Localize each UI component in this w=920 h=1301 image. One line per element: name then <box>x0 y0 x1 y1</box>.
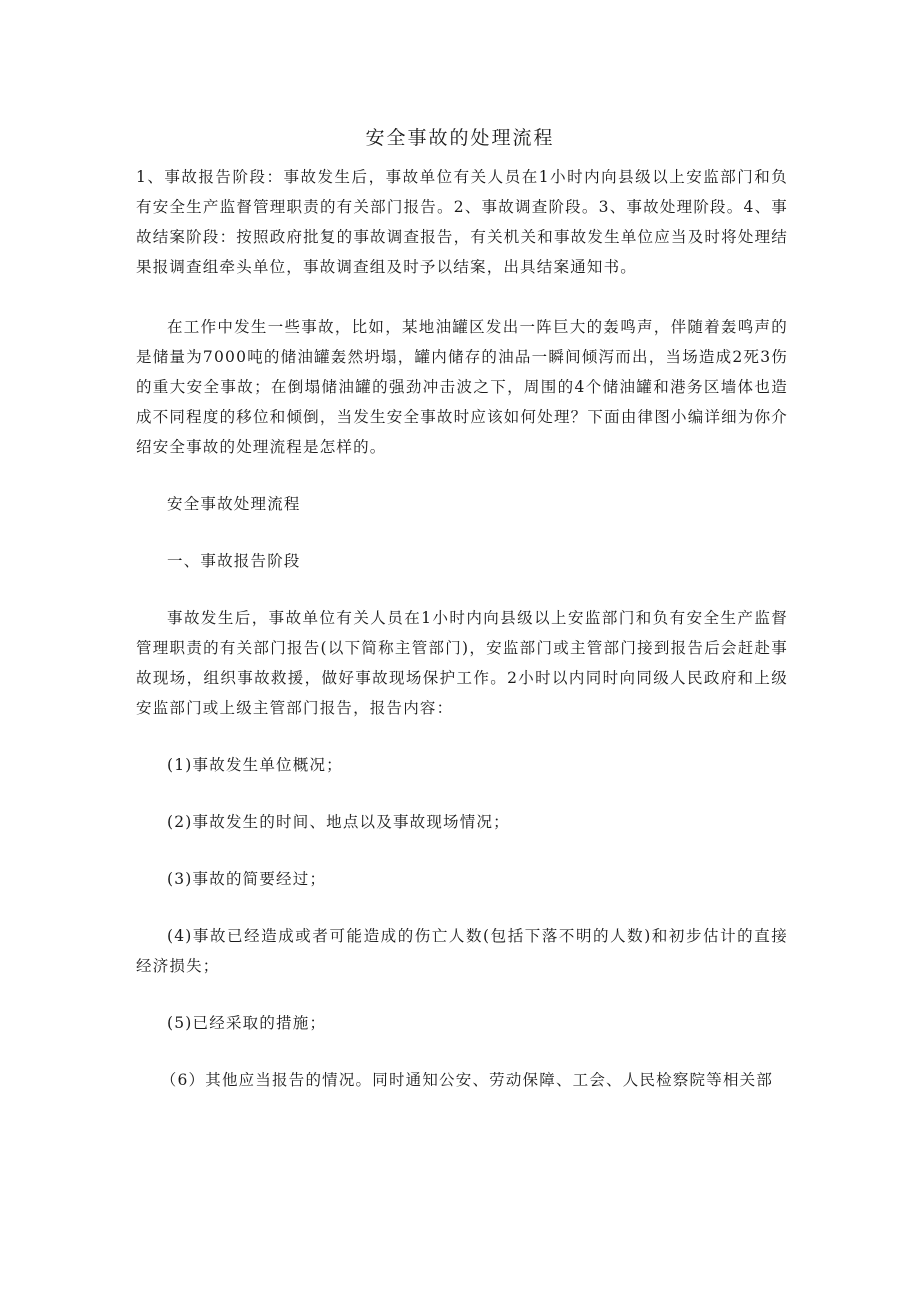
list-item: (2)事故发生的时间、地点以及事故现场情况； <box>167 813 510 831</box>
report-paragraph: 事故发生后，事故单位有关人员在1小时内向县级以上安监部门和负有安全生产监督管理职责的有关部门报告(以下简称主管部门)，安监部门或主管部门接到报告后会赶赴事故现场，组织事故救援，做好事故现场保护工作。2小时以内同时向同级人民政府和上级安监部门或上级主管部门报告，报告内容： <box>136 609 788 717</box>
list-item: (3)事故的简要经过； <box>167 870 327 888</box>
document-title: 安全事故的处理流程 <box>365 127 555 149</box>
list-item: (4)事故已经造成或者可能造成的伤亡人数(包括下落不明的人数)和初步估计的直接经济损失； <box>136 927 788 975</box>
list-item: (1)事故发生单位概况； <box>167 756 343 774</box>
section-heading: 安全事故处理流程 <box>167 495 301 513</box>
intro-paragraph: 在工作中发生一些事故，比如，某地油罐区发出一阵巨大的轰鸣声，伴随着轰鸣声的是储量为7000吨的储油罐轰然坍塌，罐内储存的油品一瞬间倾泻而出，当场造成2死3伤的重大安全事故；在倒塌储油罐的强劲冲击波之下，周围的4个储油罐和港务区墙体也造成不同程度的移位和倾倒，当发生安全事故时应该如何处理？下面由律图小编详细为你介绍安全事故的处理流程是怎样的。 <box>136 318 788 456</box>
document-body <box>136 162 788 1122</box>
list-item: (5)已经采取的措施； <box>167 1014 327 1032</box>
subsection-heading: 一、事故报告阶段 <box>167 552 301 570</box>
list-item: （6）其他应当报告的情况。同时通知公安、劳动保障、工会、人民检察院等相关部 <box>160 1071 774 1089</box>
summary-paragraph: 1、事故报告阶段：事故发生后，事故单位有关人员在1小时内向县级以上安监部门和负有安全生产监督管理职责的有关部门报告。2、事故调查阶段。3、事故处理阶段。4、事故结案阶段：按照政府批复的事故调查报告，有关机关和事故发生单位应当及时将处理结果报调查组牵头单位，事故调查组及时予以结案，出具结案通知书。 <box>136 168 788 276</box>
